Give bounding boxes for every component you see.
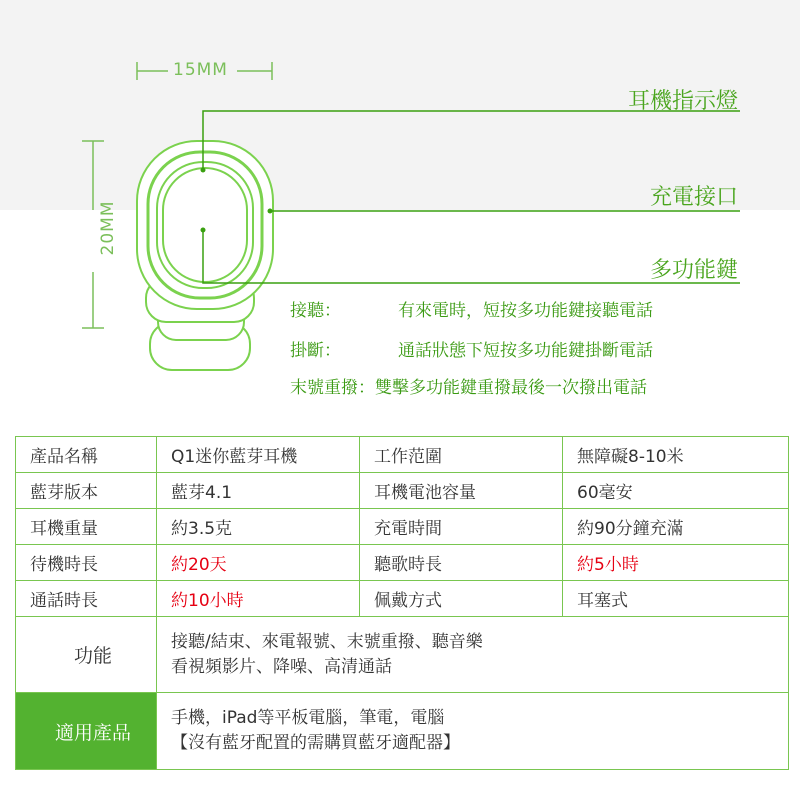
spec-key: 產品名稱 xyxy=(16,437,157,473)
table-row xyxy=(16,473,789,509)
feature-answer xyxy=(290,296,653,321)
spec-key: 充電時間 xyxy=(360,509,563,545)
spec-key: 通話時長 xyxy=(16,581,157,617)
applicable-line-1: 手機，iPad等平板電腦，筆電，電腦 xyxy=(171,708,445,728)
spec-value: 約5小時 xyxy=(563,545,789,581)
feature-desc: 通話狀態下短按多功能鍵掛斷電話 xyxy=(398,341,653,361)
table-row xyxy=(16,545,789,581)
feature-redial xyxy=(290,373,647,398)
spec-value: 耳塞式 xyxy=(563,581,789,617)
table-row xyxy=(16,581,789,617)
applicable-row xyxy=(16,693,789,770)
spec-value: 60毫安 xyxy=(563,473,789,509)
spec-value: 藍芽4.1 xyxy=(157,473,360,509)
feature-label: 接聽： xyxy=(290,301,341,321)
spec-key: 佩戴方式 xyxy=(360,581,563,617)
table-row xyxy=(16,509,789,545)
spec-table xyxy=(15,436,789,770)
function-line-1: 接聽/結束、來電報號、末號重撥、聽音樂 xyxy=(171,631,483,652)
applicable-line-2: 【沒有藍牙配置的需購買藍牙適配器】 xyxy=(171,733,460,753)
spec-value: Q1迷你藍芽耳機 xyxy=(157,437,360,473)
applicable-label: 適用產品 xyxy=(16,693,157,770)
spec-key: 耳機電池容量 xyxy=(360,473,563,509)
spec-key: 聽歌時長 xyxy=(360,545,563,581)
spec-key: 藍芽版本 xyxy=(16,473,157,509)
spec-value: 無障礙8-10米 xyxy=(563,437,789,473)
feature-desc: 有來電時，短按多功能鍵接聽電話 xyxy=(398,301,653,321)
charging-port-label: 充電接口 xyxy=(649,185,738,210)
function-row xyxy=(16,617,789,693)
feature-desc: 雙擊多功能鍵重撥最後一次撥出電話 xyxy=(375,378,647,398)
height-label: 20MM xyxy=(98,200,118,256)
spec-value: 約10小時 xyxy=(157,581,360,617)
width-label: 15MM xyxy=(173,60,228,80)
spec-key: 待機時長 xyxy=(16,545,157,581)
feature-hangup xyxy=(290,336,653,361)
spec-value: 約3.5克 xyxy=(157,509,360,545)
feature-label: 末號重撥： xyxy=(290,378,375,398)
function-label: 功能 xyxy=(16,617,157,693)
spec-key: 工作范圍 xyxy=(360,437,563,473)
feature-label: 掛斷： xyxy=(290,341,341,361)
function-line-2: 看視頻影片、降噪、高清通話 xyxy=(171,656,392,677)
multifunction-key-label: 多功能鍵 xyxy=(649,258,738,283)
function-value xyxy=(157,617,789,693)
earphone-body xyxy=(137,141,273,370)
spec-value: 約20天 xyxy=(157,545,360,581)
indicator-light-label: 耳機指示燈 xyxy=(627,89,738,114)
spec-key: 耳機重量 xyxy=(16,509,157,545)
spec-value: 約90分鐘充滿 xyxy=(563,509,789,545)
applicable-value xyxy=(157,693,789,770)
table-row xyxy=(16,437,789,473)
